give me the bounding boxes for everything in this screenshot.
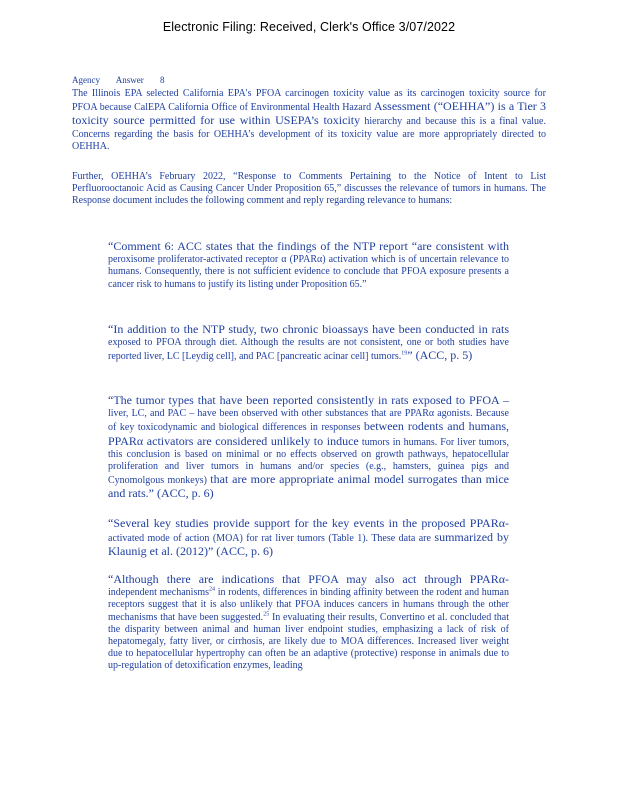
quote4-mid: activated mode of action (MOA) for rat liver tumors (Table 1). These data are bbox=[108, 533, 431, 545]
quote5-lead: “Although there are indications that PFOA may also act through PPARα- bbox=[108, 572, 509, 586]
paragraph-response-document: Further, OEHHA’s February 2022, “Response to Comments Pertaining to the Notice of Intent to List Perfluorooctanoic Acid as Causing Cancer Under Proposition 65,” discusses the relevance of tumors in humans. The Response document includes the following comment and reply regarding relevance to humans: bbox=[72, 171, 546, 207]
quote4-big2: summarized by Klaunig et al. (2012)” (ACC, p. 6) bbox=[108, 530, 509, 559]
para1-part3: hierarchy and because this is a final value. Concerns regarding the basis for OEHHA’s development of its toxicity value are more appropriately directed to OEHHA. bbox=[72, 116, 546, 152]
filing-header: Electronic Filing: Received, Clerk's Office 3/07/2022 bbox=[162, 20, 456, 34]
footnote-25: 25 bbox=[263, 611, 270, 618]
quote3-big3: that are more appropriate animal model surrogates than mice and rats.” (ACC, p. 6) bbox=[108, 472, 510, 501]
quote3-mid: liver, LC, and PAC – have been observed with other substances that are PPARα agonists. Because of key toxicodynamic and biological differences in responses bbox=[108, 408, 509, 434]
paragraph-oehha-selection bbox=[72, 88, 546, 153]
agency-answer-label: Agency Answer 8 bbox=[72, 75, 165, 85]
quote-independent-mechanisms bbox=[108, 573, 509, 673]
para1-part2: Assessment (“OEHHA”) is a Tier 3 toxicity source permitted for use within USEPA’s toxicity bbox=[72, 99, 547, 128]
quote2-tail: ” (ACC, p. 5) bbox=[407, 348, 473, 363]
quote-ntp-bioassays bbox=[108, 323, 509, 364]
quote5-mid3: In evaluating their results, Convertino et al. concluded that the disparity between animal and human liver endpoint studies, emphasizing a lack of risk of hepatomegaly, fatty liver, or cirrhosis, are likely due to MOA differences. Increased liver weight due to hepatocellular hypertrophy can often be an adaptive (protective) response in animals due to up-regulation of detoxification enzymes, leading bbox=[108, 611, 510, 672]
quote1-lead: “Comment 6: ACC states that the findings of the NTP report “are consistent with bbox=[108, 239, 509, 253]
quote2-lead: “In addition to the NTP study, two chronic bioassays have been conducted in rats bbox=[108, 322, 509, 336]
footnote-19: 19 bbox=[401, 351, 408, 358]
quote2-rest: exposed to PFOA through diet. Although the results are not consistent, one or both studies have reported liver, LC [Leydig cell], and PAC [pancreatic acinar cell] tumors. bbox=[108, 337, 509, 363]
quote-key-studies bbox=[108, 517, 509, 560]
quote5-mid2: in rodents, differences in binding affinity between the rodent and human receptors suggest that it is also unlikely that PFOA induces cancers in humans through the other mechanisms that have been suggested. bbox=[108, 587, 509, 623]
footnote-24: 24 bbox=[209, 586, 216, 593]
quote-comment-6 bbox=[108, 240, 509, 291]
quote1-rest: peroxisome proliferator-activated receptor α (PPARα) activation which is of uncertain relevance to humans. Consequently, there is not sufficient evidence to conclude that PFOA exposure presents a cancer risk to humans to justify its listing under Proposition 65.” bbox=[108, 254, 509, 290]
quote3-lead: “The tumor types that have been reported consistently in rats exposed to PFOA – bbox=[108, 393, 509, 407]
para1-part1: The Illinois EPA selected California EPA's PFOA carcinogen toxicity value as its carcinogen toxicity source for PFOA because CalEPA California Office of Environmental Health Hazard bbox=[72, 88, 546, 114]
quote5-mid: independent mechanisms bbox=[108, 587, 210, 599]
quote3-mid2: tumors in humans. For liver tumors, this conclusion is based on minimal or no effects observed on growth pathways, hepatocellular proliferation and liver tumors in humans and/or species (e.g., hamsters, guinea pigs and Cynomolgous monkeys) bbox=[108, 436, 510, 487]
quote3-big2: between rodents and humans, PPARα activators are considered unlikely to induce bbox=[108, 419, 509, 448]
quote-tumor-types bbox=[108, 394, 509, 502]
quote4-lead: “Several key studies provide support for the key events in the proposed PPARα- bbox=[108, 516, 509, 530]
